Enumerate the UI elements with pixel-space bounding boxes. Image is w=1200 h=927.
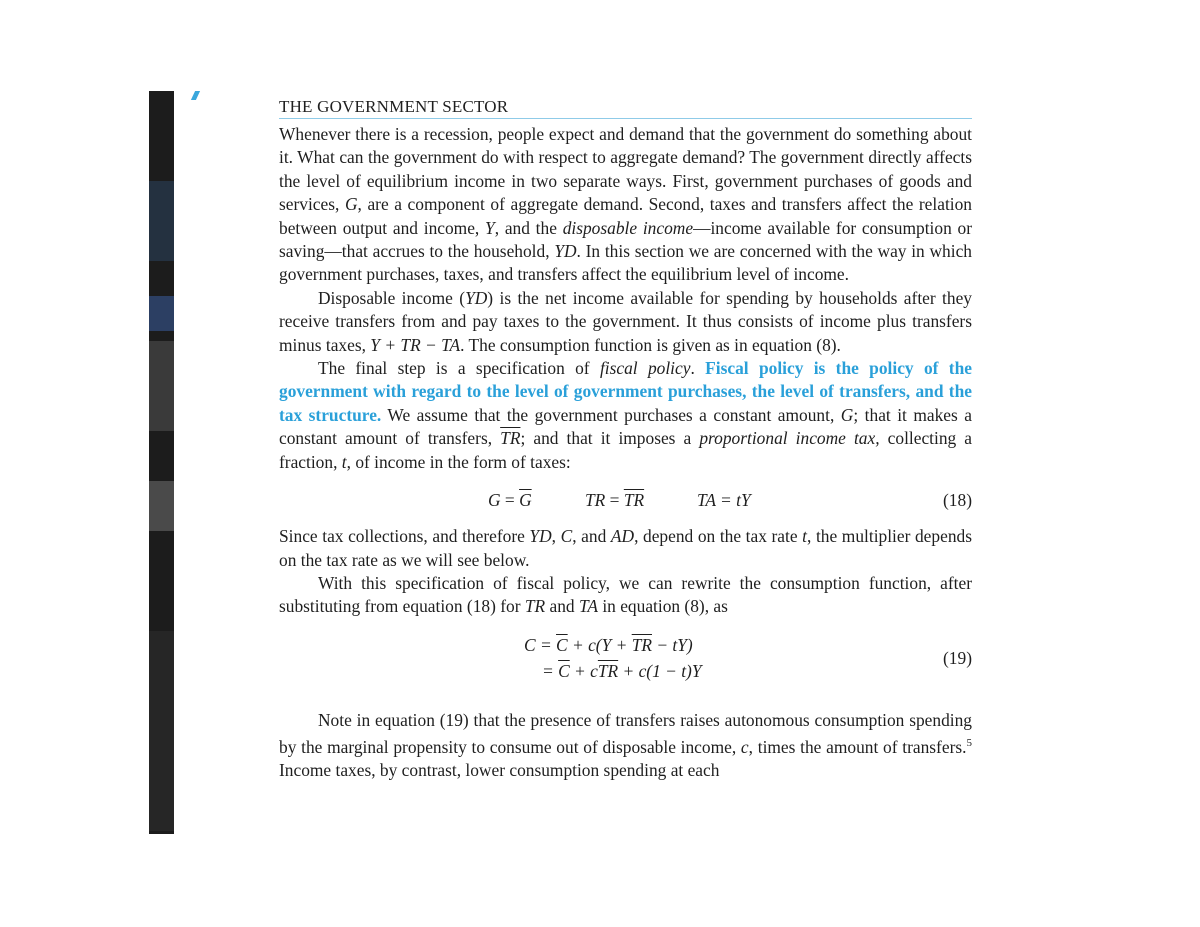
- eq-var: G: [488, 490, 501, 511]
- equation-19: [279, 629, 972, 693]
- page-corner-mark: [191, 91, 200, 100]
- text-run: Whenever there is a recession, people expect and demand that the government do something about it. What can the government do with respect to aggregate demand? The government directly affects the level of equilibrium income in two separate ways. First, government purchases of goods and services,: [279, 124, 972, 215]
- text-run: , are a component of aggregate demand. Second, taxes and transfers affect the relation between output and income,: [279, 194, 972, 238]
- expr-disposable: Y + TR − TA: [370, 334, 461, 355]
- text-run: Since tax collections, and therefore: [279, 526, 530, 547]
- var-y: Y: [485, 217, 495, 238]
- text-run: collecting a fraction,: [279, 428, 973, 472]
- text-run: , the multiplier depends on the tax rate as we will see below.: [279, 526, 972, 570]
- eq-part: + c(1 − t)Y: [618, 660, 702, 681]
- eq18-term-tr: [585, 490, 644, 511]
- eq-op: =: [605, 490, 624, 511]
- term-disposable-income: disposable income: [562, 217, 694, 238]
- strip-band: [149, 631, 174, 831]
- eq19-line-2: [542, 661, 702, 682]
- equation-number-19: (19): [943, 647, 972, 668]
- equation-number-18: (18): [943, 490, 972, 511]
- eq18-term-g: [488, 490, 532, 511]
- var-ta: TA: [578, 596, 598, 617]
- var-t: t: [802, 526, 808, 547]
- var-yd: YD: [465, 287, 488, 308]
- eq-var-bar: $\overline{G}$: [519, 490, 532, 511]
- section-title: THE GOVERNMENT SECTOR: [279, 96, 972, 119]
- strip-band: [149, 481, 174, 531]
- text-run: —income available for consumption or saving—that accrues to the household,: [279, 217, 973, 262]
- text-run: ) is the net income available for spending by households after they receive transfers from and pay taxes to the government. It thus consists of income plus transfers minus taxes,: [279, 287, 972, 355]
- eq-part: + c: [569, 660, 598, 681]
- var-yd: YD: [529, 526, 552, 547]
- text-run: ,: [551, 526, 561, 547]
- strip-band: [149, 341, 174, 431]
- eq-part: C =: [524, 634, 557, 655]
- eq-var-bar: $\overline{TR}$: [631, 634, 652, 655]
- footnote-marker[interactable]: 5: [966, 737, 972, 750]
- text-run: Disposable income (: [318, 287, 466, 308]
- eq-part: + c(Y +: [567, 634, 632, 655]
- paragraph-3: [279, 357, 972, 474]
- strip-band: [149, 296, 174, 331]
- body-text: [279, 123, 972, 783]
- paragraph-6: [279, 709, 972, 783]
- var-c: c: [740, 736, 749, 757]
- term-fiscal-policy: fiscal policy: [599, 358, 691, 379]
- eq19-line-1: [524, 635, 693, 656]
- var-t: t: [341, 451, 347, 472]
- eq-part: − tY): [651, 634, 693, 655]
- paragraph-1: [279, 123, 972, 287]
- text-run: , depend on the tax rate: [634, 526, 803, 547]
- eq-expr: TA = tY: [697, 490, 751, 511]
- text-run: Note in equation (19) that the presence of transfers raises autonomous consumption spending by the marginal propensity to consume out of disposable income,: [279, 709, 972, 757]
- var-ad: AD: [610, 526, 635, 547]
- eq-part: =: [542, 660, 559, 681]
- var-tr-bar: $\overline{TR}$: [500, 428, 521, 449]
- eq-var-bar: $\overline{C}$: [556, 634, 568, 655]
- term-proportional-income-tax: proportional income tax,: [699, 428, 880, 449]
- eq-var: TR: [585, 490, 606, 511]
- text-run: ; and that it imposes a: [520, 428, 700, 449]
- text-run: The final step is a specification of: [318, 358, 600, 379]
- text-run: With this specification of fiscal policy, we can rewrite the consumption function, after substituting from equation (18) for: [279, 572, 972, 617]
- text-run: and: [545, 596, 579, 617]
- text-run: , of income in the form of taxes:: [346, 451, 571, 472]
- paragraph-5: [279, 572, 972, 619]
- text-run: , and: [572, 526, 611, 547]
- text-run: . In this section we are concerned with the way in which government purchases, taxes, and transfers affect the equilibrium level of income.: [279, 241, 972, 285]
- text-run: ; that it makes a constant amount of transfers,: [279, 404, 972, 449]
- eq-var-bar: $\overline{TR}$: [623, 490, 645, 511]
- document-page: [279, 96, 972, 783]
- eq-var-bar: $\overline{C}$: [558, 660, 570, 681]
- var-tr: TR: [524, 596, 546, 617]
- text-run: in equation (8), as: [597, 596, 728, 617]
- strip-band: [149, 181, 174, 261]
- var-c: C: [560, 526, 573, 547]
- definition-highlight: Fiscal policy is the policy of the government with regard to the level of government purchases, the level of transfers, and the tax structure.: [279, 358, 972, 425]
- text-run: We assume that the government purchases a constant amount,: [381, 404, 841, 425]
- var-g: G: [344, 194, 358, 215]
- eq-var-bar: $\overline{TR}$: [597, 660, 619, 681]
- equation-18: [279, 479, 972, 523]
- text-run: . The consumption function is given as in equation (8).: [460, 334, 841, 355]
- scanner-edge-strip: [149, 91, 174, 834]
- text-run: .: [690, 358, 706, 379]
- text-run: , times the amount of transfers.: [748, 736, 967, 757]
- text-run: Income taxes, by contrast, lower consumption spending at each: [279, 760, 720, 781]
- eq18-term-ta: [697, 490, 751, 511]
- text-run: , and the: [494, 217, 563, 238]
- paragraph-2: [279, 287, 972, 357]
- var-g: G: [840, 404, 854, 425]
- eq-op: =: [500, 490, 520, 511]
- paragraph-4: [279, 525, 972, 572]
- var-yd: YD: [554, 241, 577, 262]
